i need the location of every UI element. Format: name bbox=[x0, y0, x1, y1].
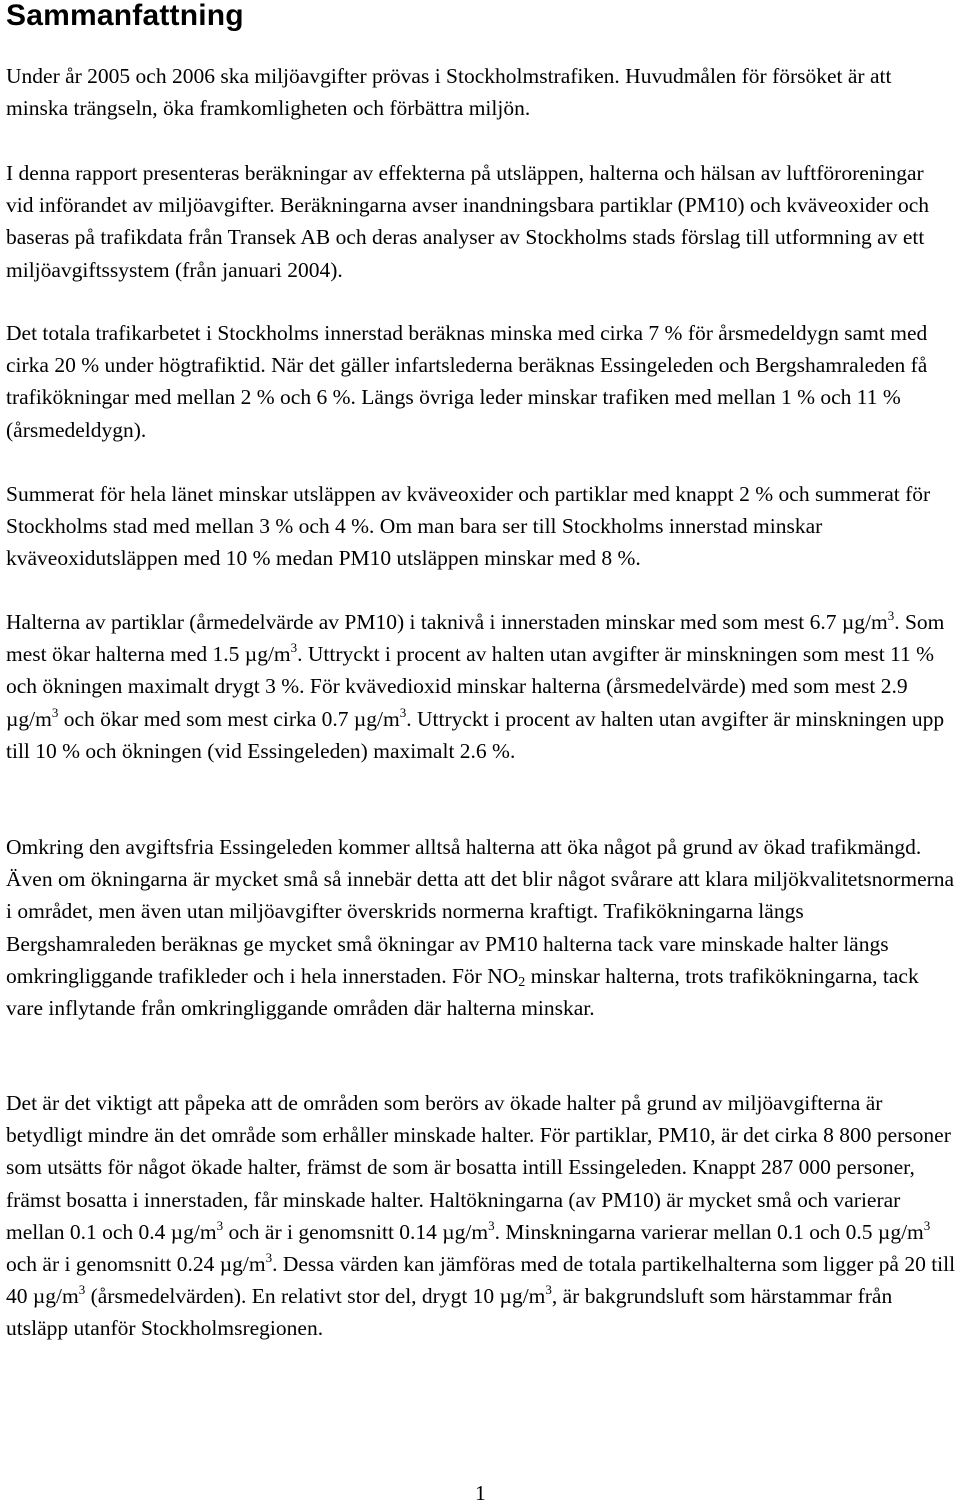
superscript: 3 bbox=[923, 1217, 931, 1233]
superscript: 3 bbox=[399, 704, 407, 720]
text-segment: och är i genomsnitt 0.14 µg/m bbox=[223, 1219, 489, 1244]
text-segment: Omkring den avgiftsfria Essingeleden kommer alltså halterna att öka något på grund av ökad trafikmängd. Även om ökningarna är mycket små så innebär detta att det blir något svårare att klara miljökvalitetsnormerna i området, men även utan miljöavgifter överskrids normerna kraftigt. Trafikökningarna längs Bergshamraleden beräknas ge mycket små ökningar av PM10 halterna tack vare minskade halter längs omkringliggande trafikleder och i hela innerstaden. För NO bbox=[6, 835, 955, 988]
text-segment: (årsmedelvärden). En relativt stor del, drygt 10 µg/m bbox=[85, 1284, 546, 1309]
superscript: 3 bbox=[488, 1217, 495, 1233]
paragraph-traffic-changes: Det totala trafikarbetet i Stockholms innerstad beräknas minska med cirka 7 % för årsmedeldygn samt med cirka 20 % under högtrafiktid. När det gäller infartslederna beräknas Essingeleden och Bergshamraleden få trafikökningar med mellan 2 % och 6 %. Längs övriga leder minskar trafiken med mellan 1 % och 11 % (årsmedeldygn). bbox=[6, 321, 928, 442]
text-segment: minskar halterna, trots trafikökningarna, tack vare inflytande från omkringliggande områden där halterna minskar. bbox=[6, 963, 919, 1021]
text-segment: , är bakgrundsluft som härstammar från utsläpp utanför Stockholmsregionen. bbox=[6, 1284, 893, 1341]
page-title: Sammanfattning bbox=[6, 0, 244, 32]
superscript: 3 bbox=[545, 1282, 552, 1298]
paragraph-emission-changes bbox=[6, 478, 956, 575]
paragraph-essingeleden bbox=[6, 831, 956, 1024]
paragraph-concentration-changes bbox=[6, 606, 956, 767]
paragraph-intro: Under år 2005 och 2006 ska miljöavgifter prövas i Stockholmstrafiken. Huvudmålen för försöket är att minska trängseln, öka framkomligheten och förbättra miljön. bbox=[6, 64, 892, 121]
text-segment: och ökar med som mest cirka 0.7 µg/m bbox=[58, 706, 400, 731]
superscript: 3 bbox=[78, 1282, 86, 1298]
paragraph-text: Summerat för hela länet minskar utsläppen av kväveoxider och partiklar med knappt 2 % och summerat för Stockholms stad med mellan 3 % och 4 %. Om man bara ser till Stockholms innerstad minskar kväveoxidutsläppen med 10 % medan PM10 utsläppen minskar med 8 %. bbox=[6, 482, 931, 571]
text-segment: Halterna av partiklar (årmedelvärde av PM10) i taknivå i innerstaden minskar med som mest 6.7 µg/m bbox=[6, 610, 888, 634]
superscript: 3 bbox=[290, 640, 298, 656]
subscript: 2 bbox=[518, 974, 526, 990]
paragraph-population-exposure bbox=[6, 1087, 956, 1345]
page-number: 1 bbox=[475, 1481, 486, 1505]
text-segment: . Uttryckt i procent av halten utan avgifter är minskningen som mest 11 % och ökningen maximalt drygt 3 %. För kvävedioxid minskar halterna (årsmedelvärde) med som mest 2.9 µg/m bbox=[6, 642, 935, 731]
superscript: 3 bbox=[265, 1250, 273, 1266]
paragraph-report-scope: I denna rapport presenteras beräkningar av effekterna på utsläppen, halterna och hälsan av luftföroreningar vid införandet av miljöavgifter. Beräkningarna avser inandningsbara partiklar (PM10) och kväveoxider och baseras på trafikdata från Transek AB och deras analyser av Stockholms stads förslag till utformning av ett miljöavgiftssystem (från januari 2004). bbox=[6, 161, 930, 282]
text-segment: . Som mest ökar halterna med 1.5 µg/m bbox=[6, 610, 945, 667]
superscript: 3 bbox=[887, 608, 895, 623]
text-segment: . Uttryckt i procent av halten utan avgifter är minskningen upp till 10 % och ökningen (vid Essingeleden) maximalt 2.6 %. bbox=[6, 706, 945, 763]
superscript: 3 bbox=[216, 1217, 224, 1233]
superscript: 3 bbox=[51, 704, 59, 720]
text-segment: Det är det viktigt att påpeka att de områden som berörs av ökade halter på grund av miljöavgifterna är betydligt mindre än det område som erhåller minskade halter. För partiklar, PM10, är det cirka 8 800 personer som utsätts för något ökade halter, främst de som är bosatta intill Essingeleden. Knappt 287 000 personer, främst bosatta i innerstaden, får minskade halter. Haltökningarna (av PM10) är mycket små och varierar mellan 0.1 och 0.4 µg/m bbox=[6, 1091, 951, 1244]
text-segment: . Dessa värden kan jämföras med de totala partikelhalterna som ligger på 20 till 40 µg/m bbox=[6, 1252, 956, 1309]
text-segment: . Minskningarna varierar mellan 0.1 och 0.5 µg/m bbox=[494, 1219, 924, 1244]
text-segment: och är i genomsnitt 0.24 µg/m bbox=[6, 1252, 266, 1277]
